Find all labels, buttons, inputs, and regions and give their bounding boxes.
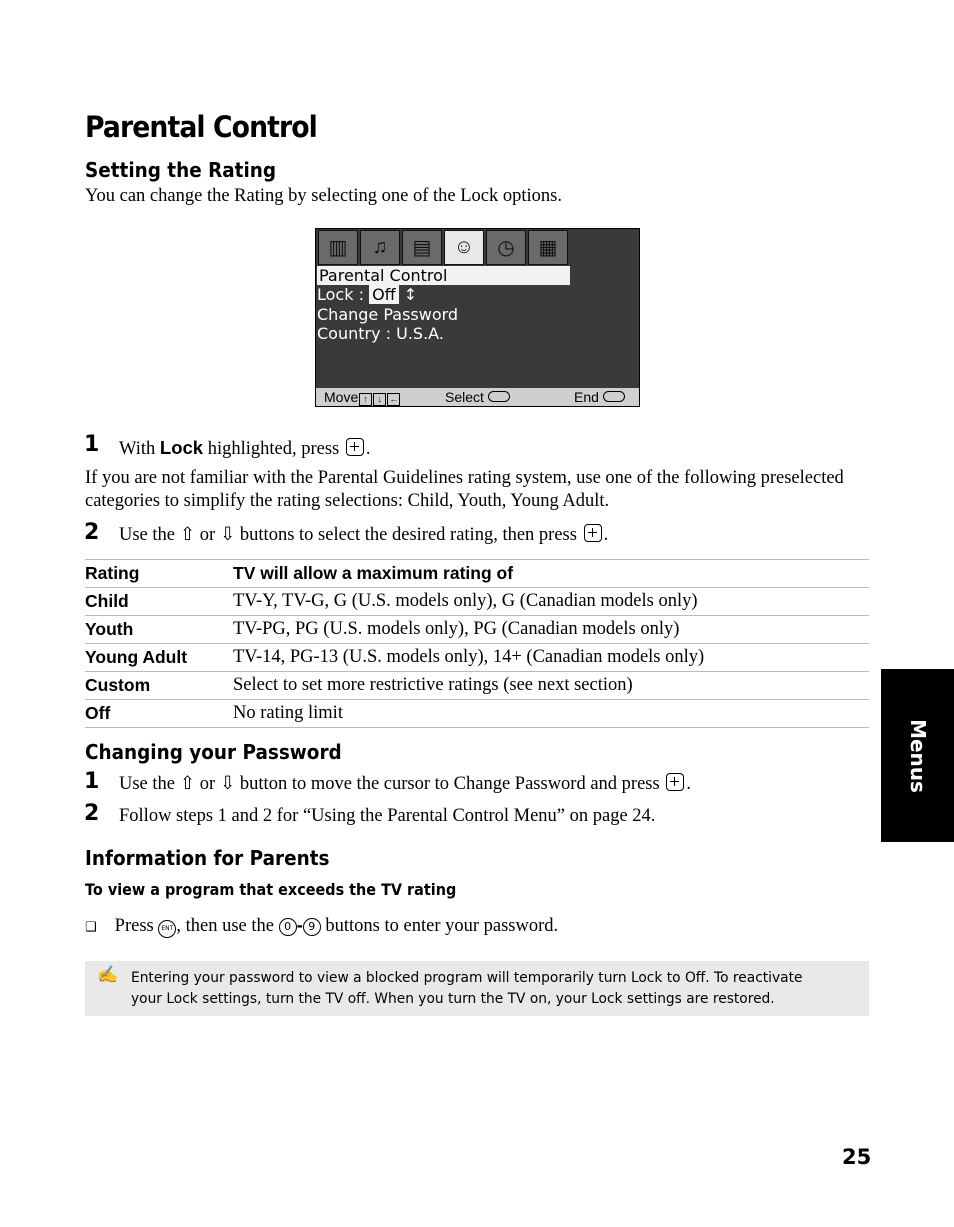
lock-keyword: Lock xyxy=(159,437,204,458)
table-row xyxy=(85,672,869,700)
page-title: Parental Control xyxy=(85,110,317,144)
left-arrow-icon: ← xyxy=(389,394,399,404)
table-header-description: TV will allow a maximum rating of xyxy=(233,563,514,583)
zero-button-icon: 0 xyxy=(279,918,297,936)
select-button-icon xyxy=(666,773,684,791)
table-header-rating: Rating xyxy=(85,563,140,583)
tv-lock-value: Off xyxy=(369,285,399,304)
nine-button-icon: 9 xyxy=(303,918,321,936)
rating-cell: Custom xyxy=(85,675,151,695)
password-step-2-number: 2 xyxy=(84,801,100,826)
tv-menu-screen xyxy=(315,228,640,407)
setup-icon: ▦ xyxy=(528,230,568,265)
tv-status-select: Select xyxy=(445,389,510,405)
page-number: 25 xyxy=(842,1145,872,1169)
table-row xyxy=(85,644,869,672)
rating-cell: Off xyxy=(85,703,111,723)
description-cell: TV-Y, TV-G, G (U.S. models only), G (Canadian models only) xyxy=(233,591,698,611)
down-arrow-icon: ↓ xyxy=(373,393,386,406)
description-cell: Select to set more restrictive ratings (see next section) xyxy=(233,675,633,695)
description-cell: TV-PG, PG (U.S. models only), PG (Canadian models only) xyxy=(233,619,680,639)
select-button-icon xyxy=(346,438,364,456)
table-header-row xyxy=(85,560,869,588)
parental-icon: ☺ xyxy=(444,230,484,265)
step-2-number: 2 xyxy=(84,520,100,545)
guidelines-paragraph: If you are not familiar with the Parental Guidelines rating system, use one of the following preselected categories to simplify the rating selections: Child, Youth, Young Adult. xyxy=(85,468,844,511)
side-tab-label: Menus xyxy=(905,718,930,793)
subheading-exceeds-rating: To view a program that exceeds the TV rating xyxy=(85,880,457,899)
tv-country: Country : U.S.A. xyxy=(317,324,444,343)
password-step-1-text: Use the ⇧ or ⇩ button to move the cursor to Change Password and press . xyxy=(119,774,691,794)
menu-button-icon xyxy=(603,391,625,402)
table-row xyxy=(85,588,869,616)
step-1-number: 1 xyxy=(84,432,100,457)
table-row xyxy=(85,700,869,728)
setting-rating-intro: You can change the Rating by selecting one of the Lock options. xyxy=(85,186,562,206)
updown-arrow-icon: ↕ xyxy=(403,285,418,304)
channel-icon: ▤ xyxy=(402,230,442,265)
rating-table xyxy=(85,559,869,728)
side-tab xyxy=(881,669,954,842)
description-cell: No rating limit xyxy=(233,703,343,723)
tv-icon-row xyxy=(318,230,568,265)
select-button-icon xyxy=(488,391,510,402)
step-1-text: With Lock highlighted, press . xyxy=(119,437,371,459)
tv-change-password: Change Password xyxy=(317,305,459,324)
note-text: Entering your password to view a blocked program will temporarily turn Lock to Off. To reactivate your Lock settings, turn the TV off. When you turn the TV on, your Lock settings are restored. xyxy=(131,970,803,1007)
description-cell: TV-14, PG-13 (U.S. models only), 14+ (Canadian models only) xyxy=(233,647,705,667)
tv-status-move: Move ↑ ↓ ← xyxy=(324,389,399,405)
checkbox-bullet-icon: ❑ xyxy=(85,919,97,934)
note-box xyxy=(85,961,869,1016)
section-heading-changing-password: Changing your Password xyxy=(85,740,342,764)
step-2-text: Use the ⇧ or ⇩ buttons to select the desired rating, then press . xyxy=(119,525,609,545)
tv-lock-label: Lock : xyxy=(317,285,364,304)
bullet-item: ❑ Press ENT , then use the 0 - 9 buttons to enter your password. xyxy=(85,914,559,936)
rating-cell: Child xyxy=(85,591,129,611)
section-heading-setting-rating: Setting the Rating xyxy=(85,158,277,182)
tv-status-end: End xyxy=(574,389,625,405)
timer-icon: ◷ xyxy=(486,230,526,265)
tv-status-bar xyxy=(316,388,639,406)
select-button-icon xyxy=(584,524,602,542)
password-step-2-text: Follow steps 1 and 2 for “Using the Parental Control Menu” on page 24. xyxy=(119,806,656,826)
rating-cell: Young Adult xyxy=(85,647,188,667)
ent-button-icon: ENT xyxy=(158,920,176,938)
tv-lock-row xyxy=(317,285,417,304)
section-heading-info-parents: Information for Parents xyxy=(85,846,330,870)
tv-menu-title: Parental Control xyxy=(317,266,570,285)
video-icon: ▥ xyxy=(318,230,358,265)
password-step-1-number: 1 xyxy=(84,769,100,794)
note-pencil-icon: ✍ xyxy=(97,965,119,984)
audio-icon: ♫ xyxy=(360,230,400,265)
rating-cell: Youth xyxy=(85,619,134,639)
up-arrow-icon: ↑ xyxy=(359,393,372,406)
table-row xyxy=(85,616,869,644)
